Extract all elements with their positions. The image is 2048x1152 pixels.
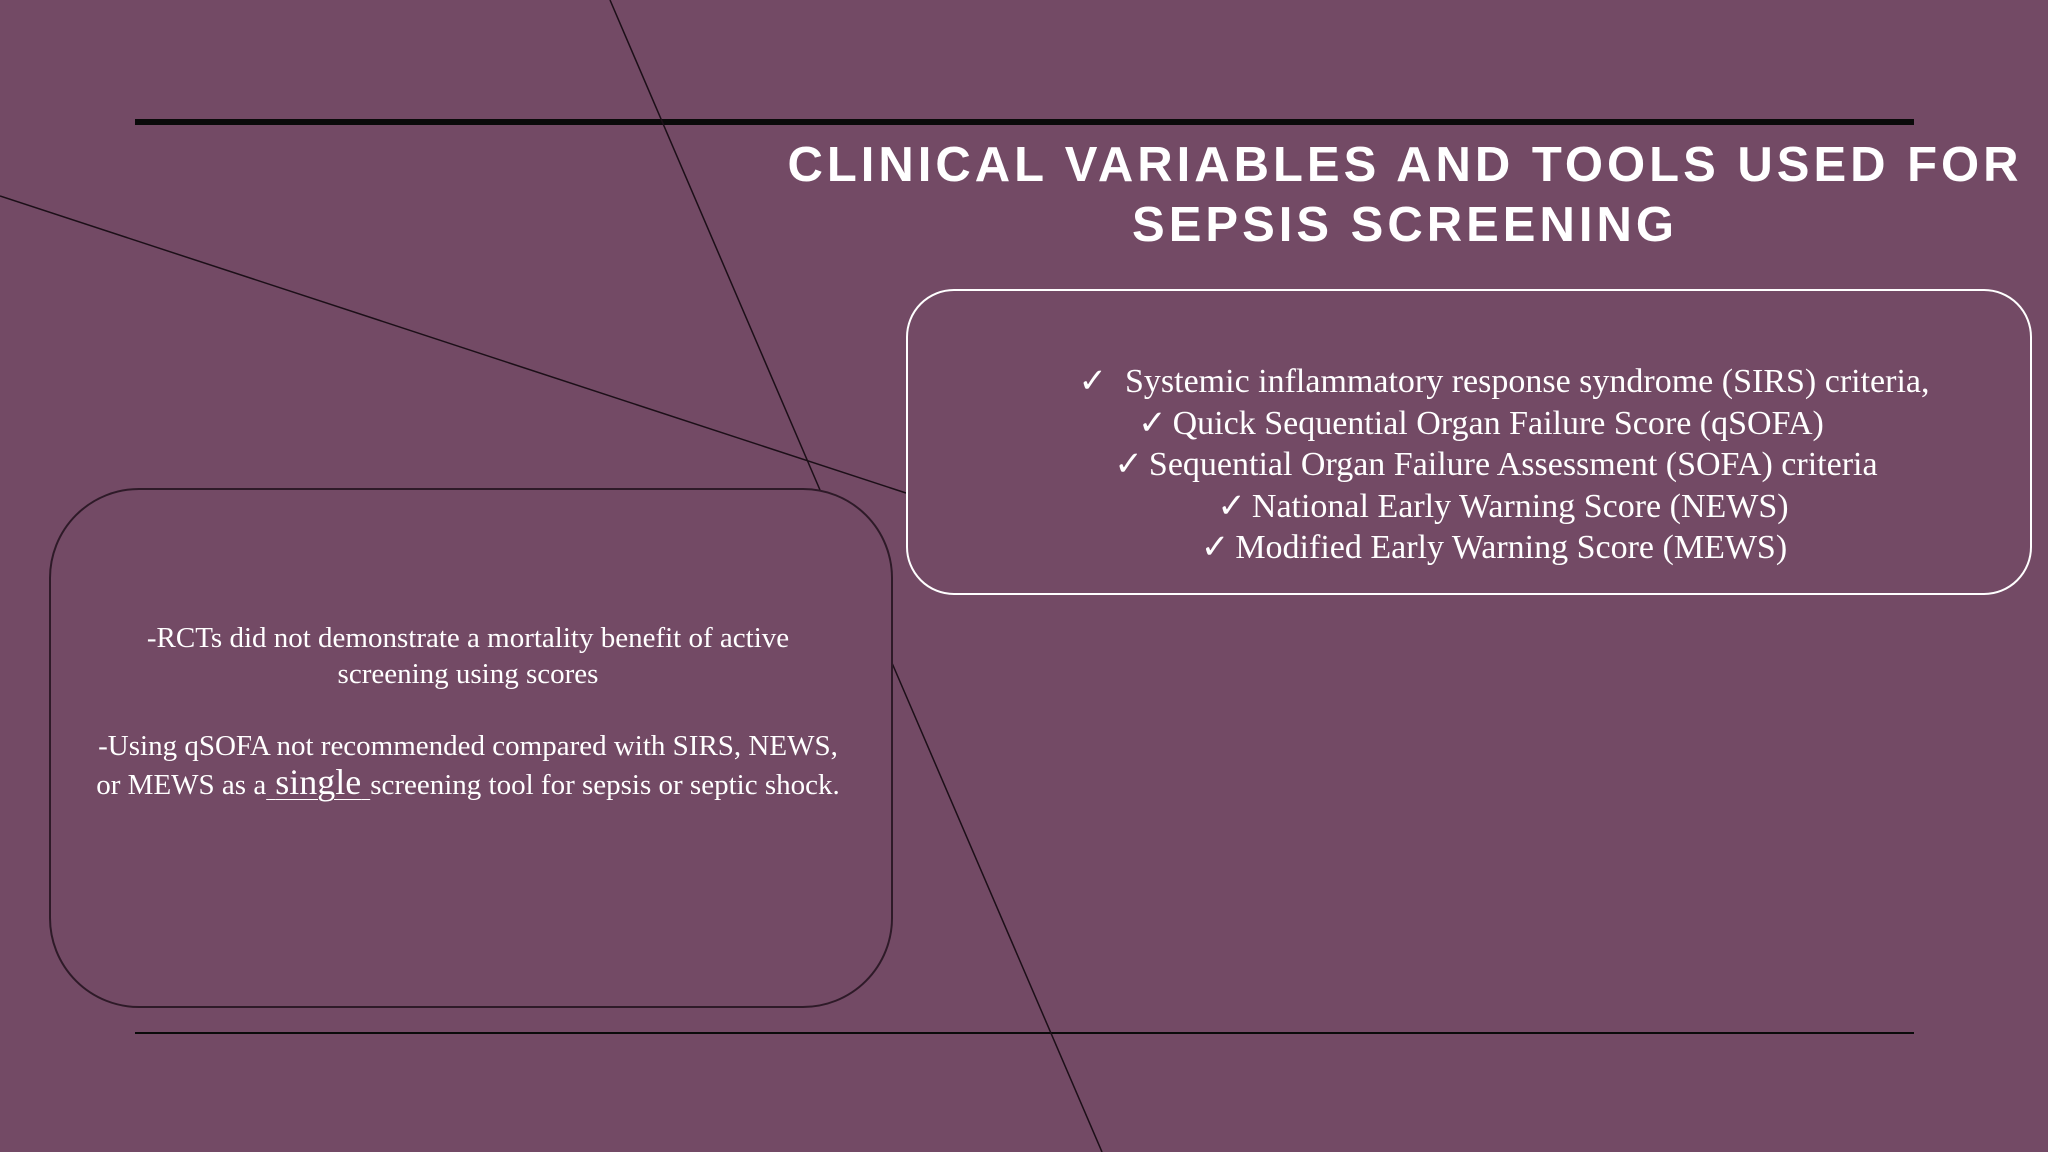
- emphasis-word: single: [275, 762, 362, 802]
- note-qsofa-before: -Using qSOFA not recommended compared with SIRS, NEWS, or MEWS as a: [96, 730, 838, 801]
- check-mark-icon: ✓: [1217, 487, 1246, 525]
- tool-label: Sequential Organ Failure Assessment (SOFA) criteria: [1148, 446, 1878, 483]
- check-mark-icon: ✓: [1138, 404, 1167, 442]
- check-mark-icon: ✓: [1114, 446, 1143, 483]
- check-mark-icon: ✓: [1200, 529, 1230, 566]
- slide-title: CLINICAL VARIABLES AND TOOLS USED FOR SEPSIS SCREENING: [787, 138, 2023, 252]
- tool-label: Modified Early Warning Score (MEWS): [1235, 529, 1788, 566]
- note-qsofa-after: screening tool for sepsis or septic shock.: [370, 769, 840, 801]
- list-item: [906, 486, 2032, 528]
- list-item: [906, 444, 2032, 486]
- notes-text: [92, 620, 844, 839]
- note-qsofa-emphasis: [266, 762, 370, 802]
- diagonal-line-lower: [892, 663, 1102, 1152]
- note-qsofa: [92, 728, 844, 803]
- tools-list: [906, 361, 2032, 569]
- list-item: [906, 527, 2032, 569]
- tool-label: National Early Warning Score (NEWS): [1251, 487, 1789, 525]
- tool-label: Quick Sequential Organ Failure Score (qSOFA): [1172, 404, 1824, 442]
- check-mark-icon: ✓: [1078, 363, 1107, 400]
- list-item: [906, 361, 2032, 403]
- list-item: [906, 403, 2032, 445]
- tool-label: Systemic inflammatory response syndrome (SIRS) criteria,: [1125, 363, 1930, 400]
- note-rct-mortality: -RCTs did not demonstrate a mortality benefit of active screening using scores: [146, 622, 790, 690]
